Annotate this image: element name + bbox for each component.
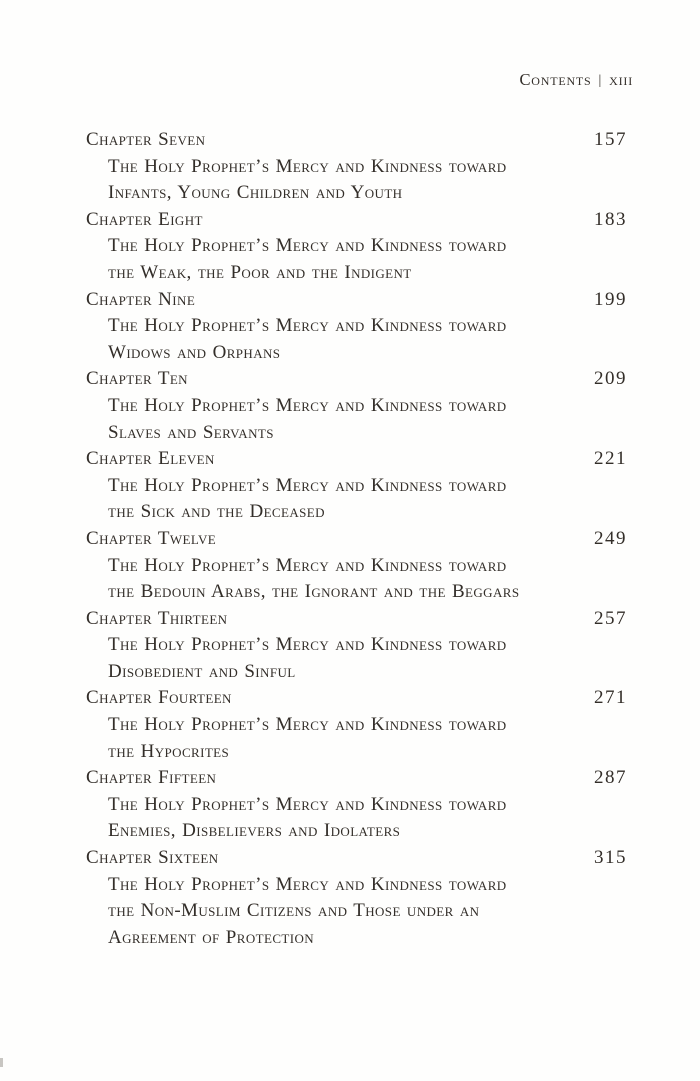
subtitle-line: the Weak, the Poor and the Indigent — [108, 261, 412, 283]
toc-entry — [86, 606, 627, 686]
subtitle-line: the Non-Muslim Citizens and Those under an — [108, 900, 480, 922]
toc-entry-row — [86, 845, 627, 872]
chapter-label: Chapter Fifteen — [86, 767, 217, 789]
subtitle-line: The Holy Prophet’s Mercy and Kindness toward — [108, 634, 507, 656]
toc-list — [86, 127, 627, 951]
toc-entry — [86, 685, 627, 765]
chapter-subtitle — [86, 792, 627, 845]
subtitle-line: Disobedient and Sinful — [108, 660, 296, 682]
toc-entry — [86, 526, 627, 606]
subtitle-line: The Holy Prophet’s Mercy and Kindness toward — [108, 793, 507, 815]
header-separator: | — [598, 73, 603, 88]
chapter-subtitle — [86, 154, 627, 207]
chapter-page-number: 199 — [594, 288, 627, 310]
chapter-label: Chapter Sixteen — [86, 847, 219, 869]
chapter-label: Chapter Fourteen — [86, 687, 232, 709]
chapter-page-number: 157 — [594, 129, 627, 150]
subtitle-line: the Sick and the Deceased — [108, 501, 325, 523]
chapter-page-number: 287 — [594, 767, 627, 789]
header-page-number: xiii — [609, 70, 633, 89]
toc-entry — [86, 366, 627, 446]
subtitle-line: Agreement of Protection — [108, 926, 315, 948]
toc-entry-row — [86, 526, 627, 553]
chapter-subtitle — [86, 712, 627, 765]
toc-entry-row — [86, 446, 627, 473]
toc-entry — [86, 765, 627, 845]
chapter-label: Chapter Nine — [86, 288, 196, 310]
toc-entry — [86, 446, 627, 526]
subtitle-line: The Holy Prophet’s Mercy and Kindness toward — [108, 554, 507, 576]
header-title: Contents — [519, 70, 592, 89]
chapter-page-number: 209 — [594, 368, 627, 390]
chapter-label: Chapter Thirteen — [86, 607, 228, 629]
chapter-page-number: 257 — [594, 607, 627, 629]
subtitle-line: Slaves and Servants — [108, 421, 274, 443]
toc-entry-row — [86, 765, 627, 792]
chapter-subtitle — [86, 872, 627, 952]
chapter-page-number: 271 — [594, 687, 627, 709]
chapter-page-number: 315 — [594, 847, 627, 869]
subtitle-line: Widows and Orphans — [108, 341, 281, 363]
chapter-label: Chapter Seven — [86, 129, 206, 150]
subtitle-line: The Holy Prophet’s Mercy and Kindness toward — [108, 474, 507, 496]
running-header — [519, 70, 633, 90]
toc-entry — [86, 207, 627, 287]
subtitle-line: the Hypocrites — [108, 740, 230, 762]
chapter-subtitle — [86, 233, 627, 286]
toc-entry — [86, 287, 627, 367]
chapter-page-number: 221 — [594, 448, 627, 470]
chapter-subtitle — [86, 553, 627, 606]
scan-artifact — [0, 1058, 3, 1067]
chapter-subtitle — [86, 393, 627, 446]
toc-entry-row — [86, 207, 627, 234]
subtitle-line: The Holy Prophet’s Mercy and Kindness toward — [108, 235, 507, 257]
toc-entry-row — [86, 127, 627, 154]
subtitle-line: The Holy Prophet’s Mercy and Kindness toward — [108, 155, 507, 177]
chapter-label: Chapter Eight — [86, 208, 203, 230]
chapter-subtitle — [86, 632, 627, 685]
subtitle-line: Enemies, Disbelievers and Idolaters — [108, 820, 401, 842]
chapter-page-number: 249 — [594, 527, 627, 549]
toc-entry — [86, 127, 627, 207]
toc-entry — [86, 845, 627, 951]
subtitle-line: The Holy Prophet’s Mercy and Kindness toward — [108, 873, 507, 895]
chapter-subtitle — [86, 473, 627, 526]
toc-entry-row — [86, 287, 627, 314]
chapter-page-number: 183 — [594, 208, 627, 230]
chapter-label: Chapter Ten — [86, 368, 188, 390]
chapter-label: Chapter Twelve — [86, 527, 217, 549]
subtitle-line: the Bedouin Arabs, the Ignorant and the Beggars — [108, 581, 520, 603]
subtitle-line: The Holy Prophet’s Mercy and Kindness toward — [108, 315, 507, 337]
toc-entry-row — [86, 366, 627, 393]
chapter-subtitle — [86, 313, 627, 366]
subtitle-line: The Holy Prophet’s Mercy and Kindness toward — [108, 394, 507, 416]
subtitle-line: The Holy Prophet’s Mercy and Kindness toward — [108, 714, 507, 736]
toc-entry-row — [86, 606, 627, 633]
toc-entry-row — [86, 685, 627, 712]
chapter-label: Chapter Eleven — [86, 448, 215, 470]
subtitle-line: Infants, Young Children and Youth — [108, 182, 403, 204]
